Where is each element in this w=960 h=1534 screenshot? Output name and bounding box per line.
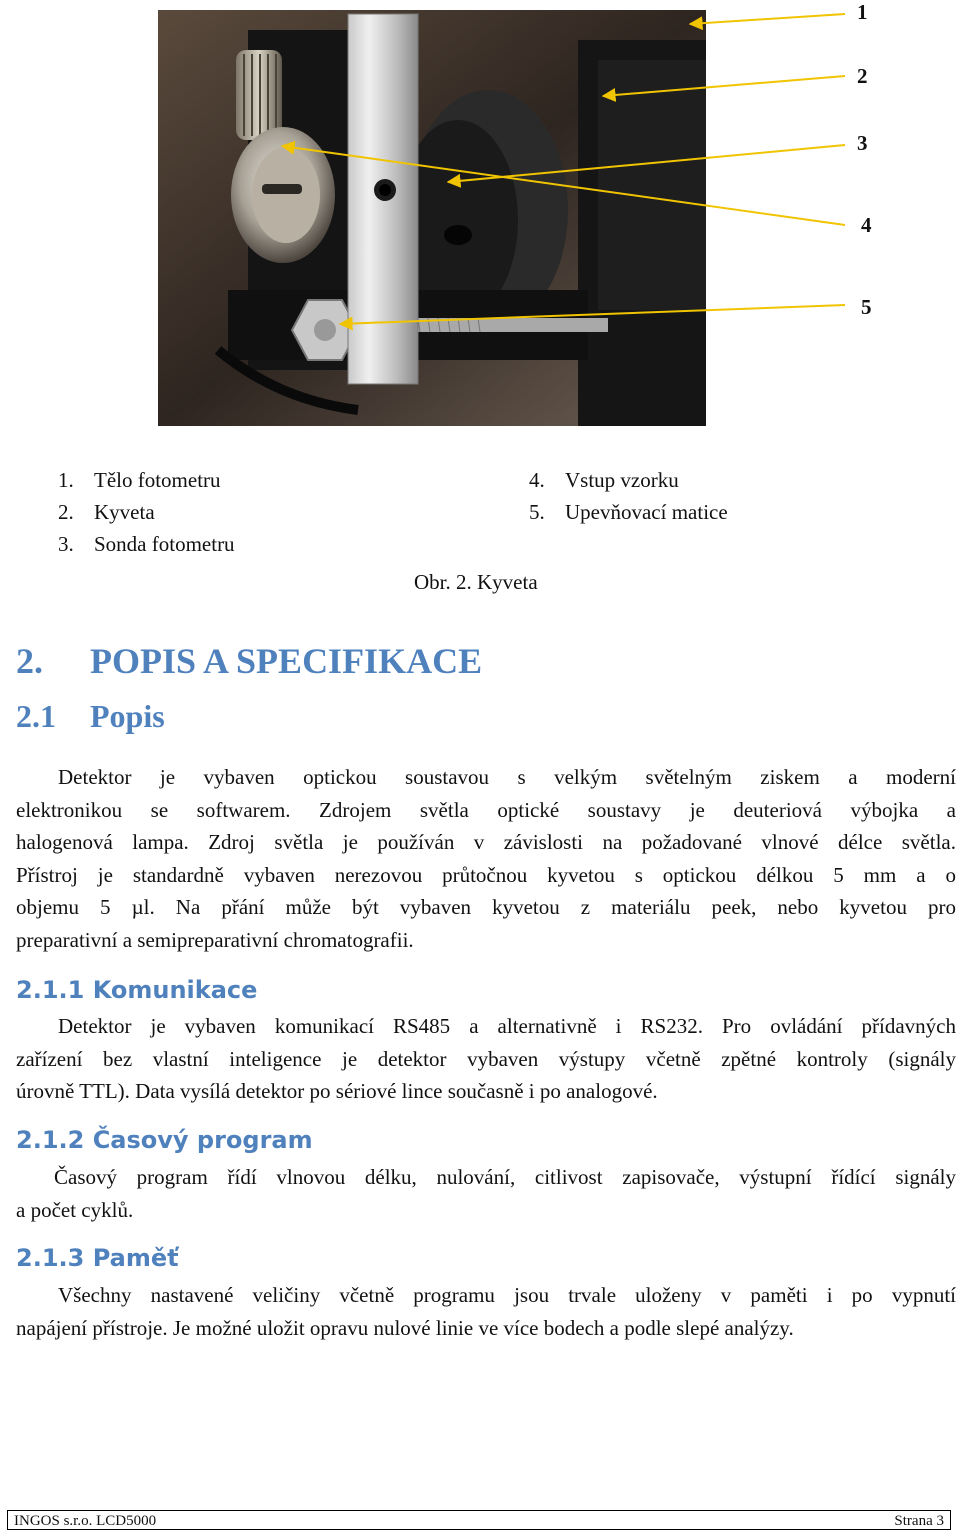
figure-caption: Obr. 2. Kyveta bbox=[414, 570, 538, 594]
popis-paragraph: Detektor je vybaven optickou soustavou s velkým světelným ziskem a moderní elektronikou se softwarem. Zdrojem světla optické soustavy je deuteriová výbojka a halogenová lampa. Zdroj světla je používán v závislosti na požadované vlnové délce světla. Přístroj je standardně vybaven nerezovou průtočnou kyvetou s optickou délkou 5 mm a o objemu 5 µl. Na přání může být vybaven kyvetou z materiálu peek, nebo kyvetou pro preparativní a semipreparativní chromatografii. bbox=[16, 765, 956, 952]
callout-line-1 bbox=[690, 14, 845, 24]
legend-item: 1. Tělo fotometru bbox=[58, 468, 221, 492]
pamet-heading: 2.1.3 Paměť bbox=[16, 1244, 179, 1272]
legend-item: 4. Vstup vzorku bbox=[529, 468, 679, 492]
subsection-number: 2.1 bbox=[16, 698, 56, 734]
footer-page-number: Strana 3 bbox=[894, 1513, 944, 1529]
callout-number-1: 1 bbox=[857, 0, 868, 24]
section-heading bbox=[16, 640, 482, 682]
legend-item: 5. Upevňovací matice bbox=[529, 500, 728, 524]
section-number: 2. bbox=[16, 641, 43, 681]
pamet-paragraph: Všechny nastavené veličiny včetně programu jsou trvale uloženy v paměti i po vypnutí napájení přístroje. Je možné uložit opravu nulové linie ve více bodech a podle slepé analýzy. bbox=[16, 1283, 956, 1340]
legend-item: 3. Sonda fotometru bbox=[58, 532, 235, 556]
callout-number-2: 2 bbox=[857, 64, 868, 88]
section-title: POPIS A SPECIFIKACE bbox=[90, 641, 483, 681]
komunikace-heading: 2.1.1 Komunikace bbox=[16, 976, 258, 1004]
cuvette-photo bbox=[158, 10, 706, 426]
casovy-program-heading: 2.1.2 Časový program bbox=[16, 1126, 313, 1154]
legend-right bbox=[529, 464, 728, 528]
callout-number-4: 4 bbox=[861, 213, 872, 237]
legend-left bbox=[58, 464, 235, 560]
footer-company: INGOS s.r.o. LCD5000 bbox=[14, 1513, 157, 1529]
legend-item: 2. Kyveta bbox=[58, 500, 155, 524]
subsection-title: Popis bbox=[90, 698, 165, 734]
subsection-heading bbox=[16, 698, 165, 735]
page-footer bbox=[7, 1510, 951, 1530]
komunikace-paragraph: Detektor je vybaven komunikací RS485 a alternativně i RS232. Pro ovládání přídavných zařízení bez vlastní inteligence je detektor vybaven výstupy včetně zpětné kontroly (signály úrovně TTL). Data vysílá detektor po sériové lince současně i po analogové. bbox=[16, 1014, 956, 1103]
callout-number-5: 5 bbox=[861, 295, 872, 319]
callout-number-3: 3 bbox=[857, 131, 868, 155]
casovy-program-paragraph: Časový program řídí vlnovou délku, nulování, citlivost zapisovače, výstupní řídící signály a počet cyklů. bbox=[16, 1165, 956, 1222]
